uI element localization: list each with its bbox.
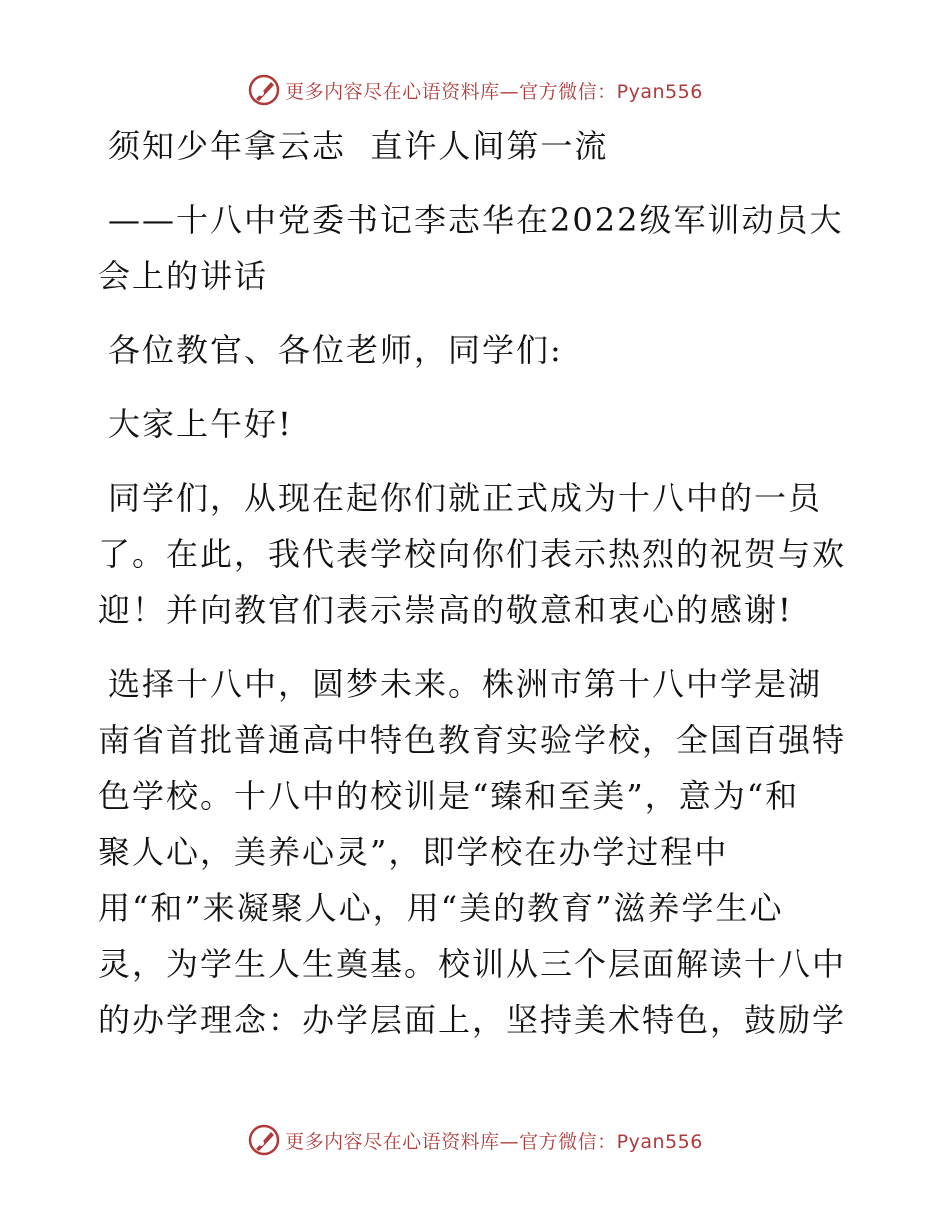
pen-logo-icon <box>247 73 281 107</box>
header-watermark <box>0 70 950 110</box>
greeting: 大家上午好! <box>108 405 293 443</box>
footer-watermark <box>0 1120 950 1160</box>
subtitle-line: 会上的讲话 <box>98 257 269 295</box>
paragraph-line: 迎！并向教官们表示崇高的敬意和衷心的感谢! <box>98 591 793 629</box>
subtitle-line: ——十八中党委书记李志华在2022级军训动员大 <box>108 201 844 239</box>
document-subtitle <box>98 192 858 304</box>
paragraph-line: 南省首批普通高中特色教育实验学校，全国百强特 <box>98 721 847 759</box>
paragraph-line: 灵，为学生人生奠基。校训从三个层面解读十八中 <box>98 945 847 983</box>
paragraph-line: 同学们，从现在起你们就正式成为十八中的一员 <box>108 479 823 517</box>
document-title: 须知少年拿云志 直许人间第一流 <box>108 127 609 165</box>
watermark-text: 更多内容尽在心语资料库—官方微信：Pyan556 <box>285 1130 703 1153</box>
paragraph-welcome <box>98 470 858 638</box>
paragraph-line: 的办学理念：办学层面上，坚持美术特色，鼓励学 <box>98 1001 847 1039</box>
paragraph-line: 聚人心，美养心灵”，即学校在办学过程中 <box>98 833 729 871</box>
paragraph-line: 色学校。十八中的校训是“臻和至美”，意为“和 <box>98 777 800 815</box>
salutation: 各位教官、各位老师，同学们: <box>108 331 563 369</box>
paragraph-line: 用“和”来凝聚人心，用“美的教育”滋养学生心 <box>98 889 784 927</box>
pen-logo-icon <box>247 1123 281 1157</box>
paragraph-line: 选择十八中，圆梦未来。株洲市第十八中学是湖 <box>108 665 823 703</box>
paragraph-school-intro <box>98 656 858 1048</box>
document-body <box>98 118 858 1066</box>
paragraph-line: 了。在此，我代表学校向你们表示热烈的祝贺与欢 <box>98 535 847 573</box>
watermark-text: 更多内容尽在心语资料库—官方微信：Pyan556 <box>285 80 703 103</box>
